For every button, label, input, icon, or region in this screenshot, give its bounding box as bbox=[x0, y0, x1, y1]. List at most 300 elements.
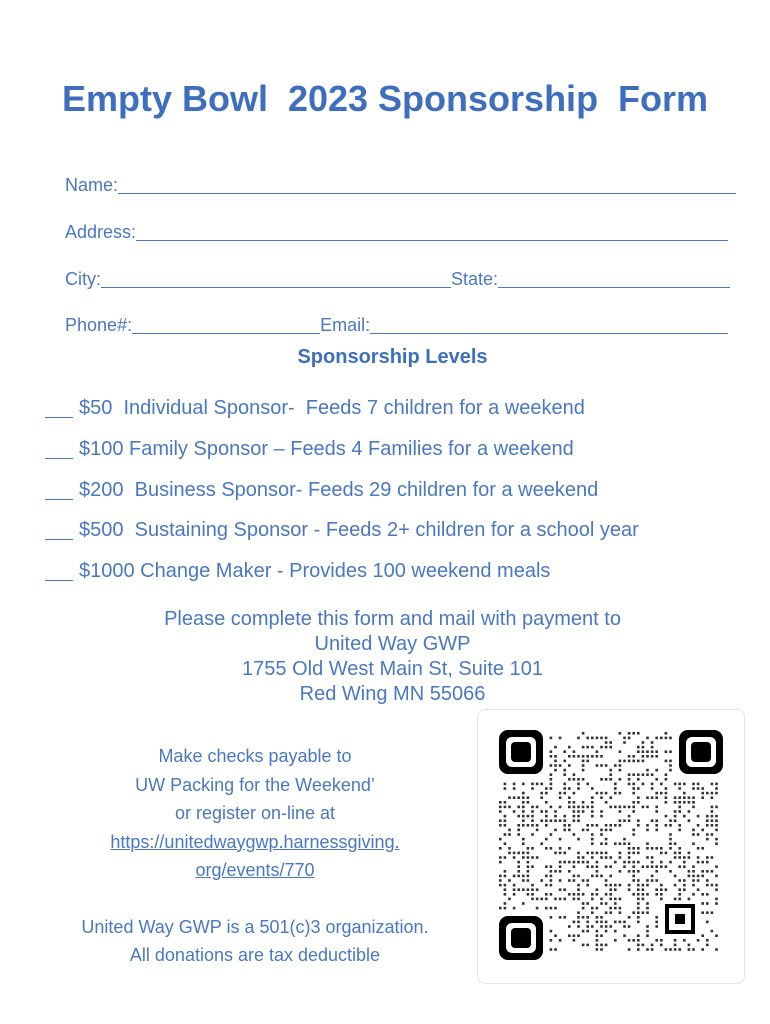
qr-module bbox=[614, 824, 617, 827]
qr-module bbox=[563, 888, 566, 891]
qr-module bbox=[591, 755, 594, 758]
qr-module bbox=[559, 888, 562, 891]
qr-module bbox=[609, 773, 612, 776]
qr-module bbox=[563, 819, 566, 822]
qr-module bbox=[582, 810, 585, 813]
qr-module bbox=[706, 944, 709, 947]
mail-line: 1755 Old West Main St, Suite 101 bbox=[242, 658, 543, 680]
qr-module bbox=[591, 801, 594, 804]
qr-module bbox=[596, 861, 599, 864]
qr-module bbox=[586, 852, 589, 855]
qr-module bbox=[637, 750, 640, 753]
qr-module bbox=[568, 787, 571, 790]
qr-module bbox=[605, 741, 608, 744]
qr-module bbox=[513, 852, 516, 855]
qr-module bbox=[715, 842, 718, 845]
qr-module bbox=[605, 737, 608, 740]
levels-heading: Sponsorship Levels bbox=[297, 346, 488, 368]
qr-module bbox=[504, 870, 507, 873]
qr-module bbox=[586, 829, 589, 832]
qr-module bbox=[591, 865, 594, 868]
qr-module bbox=[646, 842, 649, 845]
qr-module bbox=[568, 893, 571, 896]
qr-module bbox=[568, 806, 571, 809]
qr-module bbox=[591, 875, 594, 878]
qr-module bbox=[669, 833, 672, 836]
qr-module bbox=[531, 815, 534, 818]
qr-module bbox=[499, 801, 502, 804]
qr-module bbox=[600, 902, 603, 905]
qr-module bbox=[706, 861, 709, 864]
qr-module bbox=[596, 870, 599, 873]
city-line[interactable] bbox=[101, 269, 451, 288]
qr-module bbox=[499, 861, 502, 864]
qr-module bbox=[591, 796, 594, 799]
qr-module bbox=[527, 847, 530, 850]
qr-module bbox=[591, 787, 594, 790]
qr-module bbox=[508, 879, 511, 882]
qr-module bbox=[559, 879, 562, 882]
qr-module bbox=[706, 893, 709, 896]
qr-module bbox=[697, 861, 700, 864]
qr-module bbox=[692, 783, 695, 786]
qr-module bbox=[697, 939, 700, 942]
qr-module bbox=[536, 888, 539, 891]
qr-module bbox=[545, 815, 548, 818]
qr-module bbox=[651, 741, 654, 744]
qr-module bbox=[619, 806, 622, 809]
level-label: $1000 Change Maker - Provides 100 weekend meals bbox=[79, 560, 551, 582]
qr-module bbox=[504, 842, 507, 845]
qr-module bbox=[706, 824, 709, 827]
qr-module bbox=[517, 833, 520, 836]
qr-module bbox=[619, 792, 622, 795]
qr-module bbox=[596, 939, 599, 942]
qr-module bbox=[646, 856, 649, 859]
qr-module bbox=[527, 861, 530, 864]
qr-module bbox=[563, 815, 566, 818]
qr-module bbox=[605, 801, 608, 804]
qr-module bbox=[637, 902, 640, 905]
qr-module bbox=[651, 819, 654, 822]
qr-module bbox=[573, 939, 576, 942]
qr-module bbox=[577, 810, 580, 813]
qr-module bbox=[614, 902, 617, 905]
qr-module bbox=[711, 930, 714, 933]
qr-module bbox=[688, 796, 691, 799]
qr-module bbox=[559, 847, 562, 850]
qr-module bbox=[660, 888, 663, 891]
qr-module bbox=[568, 746, 571, 749]
qr-module bbox=[706, 815, 709, 818]
qr-module bbox=[669, 764, 672, 767]
qr-module bbox=[665, 732, 668, 735]
qr-module bbox=[619, 732, 622, 735]
qr-module bbox=[642, 755, 645, 758]
qr-module bbox=[550, 737, 553, 740]
qr-module bbox=[637, 907, 640, 910]
qr-module bbox=[522, 842, 525, 845]
qr-module bbox=[642, 888, 645, 891]
qr-module bbox=[683, 865, 686, 868]
qr-module bbox=[692, 801, 695, 804]
qr-module bbox=[605, 893, 608, 896]
qr-module bbox=[527, 796, 530, 799]
qr-module bbox=[674, 842, 677, 845]
qr-module bbox=[651, 861, 654, 864]
qr-module bbox=[665, 888, 668, 891]
registration-link-continued[interactable]: org/events/770 bbox=[195, 860, 315, 880]
qr-module bbox=[605, 879, 608, 882]
qr-module bbox=[600, 792, 603, 795]
qr-module bbox=[568, 829, 571, 832]
qr-module bbox=[591, 806, 594, 809]
qr-module bbox=[577, 838, 580, 841]
qr-module bbox=[637, 732, 640, 735]
qr-module bbox=[568, 796, 571, 799]
qr-module bbox=[609, 741, 612, 744]
registration-link[interactable]: https://unitedwaygwp.harnessgiving. bbox=[110, 831, 400, 852]
qr-module bbox=[573, 806, 576, 809]
qr-module bbox=[531, 833, 534, 836]
qr-module bbox=[573, 801, 576, 804]
qr-module bbox=[522, 838, 525, 841]
qr-module bbox=[517, 870, 520, 873]
mail-line: Please complete this form and mail with payment to bbox=[164, 608, 621, 630]
qr-module bbox=[642, 760, 645, 763]
qr-module bbox=[655, 824, 658, 827]
mail-line: United Way GWP bbox=[314, 633, 471, 655]
qr-module bbox=[669, 769, 672, 772]
qr-module bbox=[651, 847, 654, 850]
qr-module bbox=[522, 783, 525, 786]
qr-module bbox=[545, 884, 548, 887]
qr-module bbox=[563, 898, 566, 901]
qr-module bbox=[522, 879, 525, 882]
qr-module bbox=[701, 829, 704, 832]
qr-module bbox=[678, 787, 681, 790]
qr-module bbox=[655, 792, 658, 795]
qr-module bbox=[642, 783, 645, 786]
qr-module bbox=[504, 907, 507, 910]
qr-module bbox=[655, 925, 658, 928]
qr-module bbox=[550, 916, 553, 919]
qr-module bbox=[596, 865, 599, 868]
level-checkbox-blank[interactable] bbox=[45, 399, 73, 418]
qr-module bbox=[568, 755, 571, 758]
qr-module bbox=[577, 884, 580, 887]
qr-module bbox=[614, 764, 617, 767]
qr-module bbox=[688, 810, 691, 813]
qr-module bbox=[619, 856, 622, 859]
qr-module bbox=[646, 737, 649, 740]
qr-module bbox=[646, 925, 649, 928]
qr-module bbox=[678, 865, 681, 868]
qr-module bbox=[504, 801, 507, 804]
qr-module bbox=[628, 847, 631, 850]
qr-module bbox=[678, 879, 681, 882]
qr-module bbox=[582, 930, 585, 933]
qr-module bbox=[596, 875, 599, 878]
qr-module bbox=[586, 760, 589, 763]
qr-module bbox=[701, 792, 704, 795]
qr-module bbox=[605, 865, 608, 868]
qr-module bbox=[614, 888, 617, 891]
qr-module bbox=[706, 911, 709, 914]
qr-module bbox=[669, 861, 672, 864]
qr-module bbox=[660, 783, 663, 786]
qr-module bbox=[715, 783, 718, 786]
qr-module bbox=[536, 806, 539, 809]
qr-module bbox=[586, 884, 589, 887]
qr-module bbox=[513, 875, 516, 878]
level-checkbox-blank[interactable] bbox=[45, 440, 73, 459]
qr-module bbox=[508, 898, 511, 901]
qr-module bbox=[619, 911, 622, 914]
qr-module bbox=[568, 861, 571, 864]
qr-module bbox=[669, 842, 672, 845]
address-line[interactable] bbox=[136, 222, 728, 241]
qr-module bbox=[582, 879, 585, 882]
qr-module bbox=[701, 870, 704, 873]
qr-module bbox=[623, 806, 626, 809]
qr-module bbox=[550, 948, 553, 951]
level-item[interactable] bbox=[45, 560, 550, 583]
qr-module bbox=[678, 801, 681, 804]
qr-module bbox=[554, 769, 557, 772]
qr-module bbox=[582, 769, 585, 772]
qr-module bbox=[596, 852, 599, 855]
qr-module bbox=[674, 819, 677, 822]
level-item[interactable] bbox=[45, 479, 598, 502]
qr-module bbox=[623, 865, 626, 868]
qr-module bbox=[531, 847, 534, 850]
qr-module bbox=[540, 898, 543, 901]
qr-module bbox=[577, 815, 580, 818]
qr-module bbox=[678, 852, 681, 855]
qr-module bbox=[655, 847, 658, 850]
qr-module bbox=[545, 819, 548, 822]
qr-module bbox=[655, 806, 658, 809]
qr-module bbox=[591, 893, 594, 896]
qr-module bbox=[545, 865, 548, 868]
address-label: Address: bbox=[65, 222, 137, 242]
qr-module bbox=[660, 792, 663, 795]
qr-module bbox=[646, 796, 649, 799]
qr-module bbox=[499, 847, 502, 850]
qr-module bbox=[678, 888, 681, 891]
tax-statement: All donations are tax deductible bbox=[129, 945, 381, 965]
qr-module bbox=[513, 907, 516, 910]
qr-module bbox=[600, 796, 603, 799]
qr-module bbox=[563, 769, 566, 772]
qr-module bbox=[609, 884, 612, 887]
qr-module bbox=[646, 865, 649, 868]
qr-module bbox=[637, 852, 640, 855]
qr-module bbox=[619, 769, 622, 772]
qr-module bbox=[596, 930, 599, 933]
level-item[interactable] bbox=[45, 397, 585, 420]
qr-module bbox=[665, 796, 668, 799]
qr-module bbox=[688, 819, 691, 822]
qr-module bbox=[600, 764, 603, 767]
qr-module bbox=[586, 865, 589, 868]
phone-line[interactable] bbox=[132, 315, 320, 334]
qr-module bbox=[522, 815, 525, 818]
qr-module bbox=[545, 792, 548, 795]
qr-module bbox=[568, 925, 571, 928]
qr-code-icon[interactable] bbox=[499, 730, 723, 962]
qr-module bbox=[660, 898, 663, 901]
qr-module bbox=[646, 769, 649, 772]
qr-module bbox=[646, 879, 649, 882]
qr-module bbox=[692, 829, 695, 832]
qr-module bbox=[545, 810, 548, 813]
qr-module bbox=[623, 925, 626, 928]
qr-alignment-pattern bbox=[665, 904, 695, 934]
qr-module bbox=[637, 879, 640, 882]
qr-module bbox=[715, 934, 718, 937]
name-line[interactable] bbox=[118, 175, 736, 194]
qr-module bbox=[674, 815, 677, 818]
qr-module bbox=[715, 824, 718, 827]
state-line[interactable] bbox=[498, 269, 730, 288]
qr-module bbox=[651, 787, 654, 790]
qr-module bbox=[678, 810, 681, 813]
qr-module bbox=[554, 764, 557, 767]
qr-module bbox=[527, 856, 530, 859]
qr-module bbox=[605, 902, 608, 905]
qr-module bbox=[573, 750, 576, 753]
qr-module bbox=[619, 842, 622, 845]
qr-module bbox=[545, 907, 548, 910]
level-item[interactable] bbox=[45, 519, 639, 542]
qr-module bbox=[504, 893, 507, 896]
qr-module bbox=[674, 796, 677, 799]
qr-module bbox=[550, 783, 553, 786]
qr-module bbox=[692, 870, 695, 873]
qr-module bbox=[655, 879, 658, 882]
qr-module bbox=[596, 948, 599, 951]
qr-module bbox=[609, 796, 612, 799]
qr-module bbox=[582, 764, 585, 767]
qr-module bbox=[651, 865, 654, 868]
qr-module bbox=[591, 911, 594, 914]
qr-module bbox=[706, 792, 709, 795]
qr-module bbox=[554, 819, 557, 822]
qr-module bbox=[559, 939, 562, 942]
qr-module bbox=[600, 778, 603, 781]
mail-line: Red Wing MN 55066 bbox=[299, 683, 486, 705]
qr-module bbox=[540, 796, 543, 799]
qr-module bbox=[623, 819, 626, 822]
level-item[interactable] bbox=[45, 438, 574, 461]
qr-module bbox=[632, 755, 635, 758]
qr-module bbox=[609, 925, 612, 928]
qr-code-card[interactable] bbox=[477, 709, 745, 984]
city-label: City: bbox=[65, 269, 102, 289]
qr-module bbox=[632, 861, 635, 864]
qr-module bbox=[628, 861, 631, 864]
qr-module bbox=[692, 893, 695, 896]
qr-module bbox=[605, 824, 608, 827]
qr-module bbox=[577, 861, 580, 864]
qr-module bbox=[573, 755, 576, 758]
qr-module bbox=[573, 792, 576, 795]
qr-module bbox=[637, 916, 640, 919]
qr-module bbox=[568, 934, 571, 937]
qr-module bbox=[665, 865, 668, 868]
qr-module bbox=[609, 778, 612, 781]
qr-module bbox=[655, 810, 658, 813]
level-checkbox-blank[interactable] bbox=[45, 481, 73, 500]
qr-module bbox=[642, 911, 645, 914]
qr-module bbox=[683, 801, 686, 804]
qr-module bbox=[531, 893, 534, 896]
qr-module bbox=[651, 755, 654, 758]
qr-module bbox=[701, 948, 704, 951]
qr-module bbox=[586, 746, 589, 749]
qr-module bbox=[545, 787, 548, 790]
qr-module bbox=[697, 856, 700, 859]
qr-module bbox=[628, 856, 631, 859]
qr-module bbox=[665, 773, 668, 776]
qr-module bbox=[527, 870, 530, 873]
qr-module bbox=[715, 806, 718, 809]
qr-module bbox=[628, 925, 631, 928]
qr-module bbox=[554, 810, 557, 813]
qr-module bbox=[600, 948, 603, 951]
qr-module bbox=[711, 819, 714, 822]
email-line[interactable] bbox=[370, 315, 728, 334]
qr-module bbox=[701, 847, 704, 850]
qr-module bbox=[609, 865, 612, 868]
qr-module bbox=[637, 847, 640, 850]
qr-module bbox=[531, 865, 534, 868]
qr-module bbox=[632, 810, 635, 813]
qr-module bbox=[591, 833, 594, 836]
qr-module bbox=[651, 944, 654, 947]
qr-module bbox=[545, 838, 548, 841]
qr-module bbox=[573, 819, 576, 822]
qr-module bbox=[678, 824, 681, 827]
qr-module bbox=[646, 829, 649, 832]
qr-module bbox=[605, 842, 608, 845]
qr-module bbox=[586, 916, 589, 919]
qr-module bbox=[504, 902, 507, 905]
qr-module bbox=[711, 806, 714, 809]
qr-module bbox=[697, 875, 700, 878]
qr-module bbox=[577, 806, 580, 809]
qr-module bbox=[527, 801, 530, 804]
qr-module bbox=[499, 879, 502, 882]
level-checkbox-blank[interactable] bbox=[45, 562, 73, 581]
qr-module bbox=[614, 783, 617, 786]
level-checkbox-blank[interactable] bbox=[45, 521, 73, 540]
qr-module bbox=[568, 870, 571, 873]
qr-module bbox=[545, 898, 548, 901]
qr-module bbox=[531, 898, 534, 901]
qr-module bbox=[701, 787, 704, 790]
qr-module bbox=[701, 902, 704, 905]
qr-module bbox=[586, 902, 589, 905]
qr-module bbox=[550, 764, 553, 767]
qr-module bbox=[706, 939, 709, 942]
qr-module bbox=[550, 750, 553, 753]
qr-module bbox=[591, 925, 594, 928]
qr-module bbox=[504, 819, 507, 822]
qr-module bbox=[577, 819, 580, 822]
